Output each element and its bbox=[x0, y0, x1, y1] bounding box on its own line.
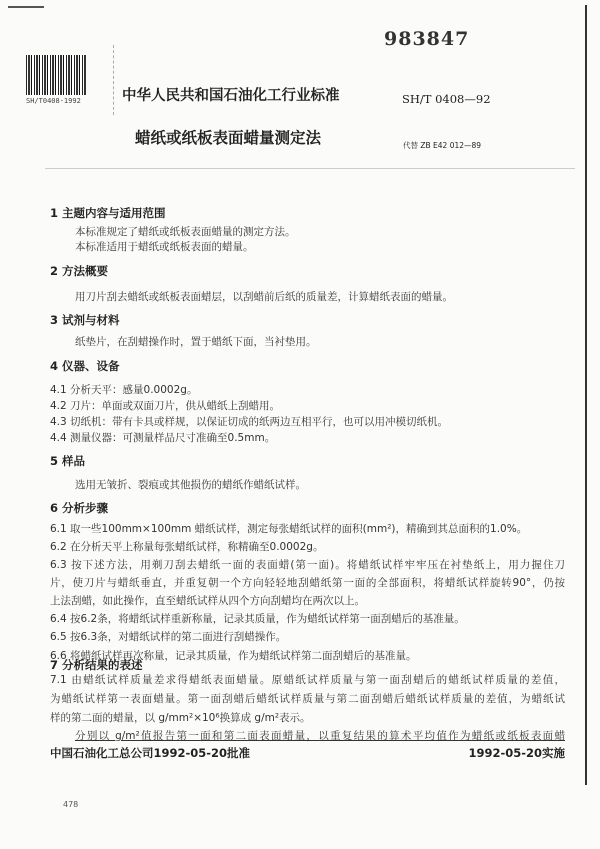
barcode-text: SH/T0408-1992 bbox=[26, 97, 81, 105]
section-heading: 4 仪器、设备 bbox=[50, 359, 120, 373]
clause-continued: 为蜡纸试样第一表面蜡量。第一面刮蜡后蜡纸试样质量与第二面刮蜡后蜡纸试样质量的差值，为蜡纸试 bbox=[50, 693, 565, 705]
document-number: 983847 bbox=[384, 28, 470, 50]
section-heading: 2 方法概要 bbox=[50, 264, 109, 278]
paragraph: 分别以 g/m²值报告第一面和第二面表面蜡量，以重复结果的算术平均值作为蜡纸或纸板表面蜡 bbox=[75, 730, 565, 742]
clause: 6.5 按6.3条，对蜡纸试样的第二面进行刮蜡操作。 bbox=[50, 631, 287, 643]
clause-continued: 片，使刀片与蜡纸垂直，并重复朝一个方向轻轻地刮蜡纸第一面的全部面积，将蜡纸试样旋转90°，仍按 bbox=[50, 577, 565, 589]
clause-continued: 样的第二面的蜡量，以 g/mm²×10⁶换算成 g/m²表示。 bbox=[50, 712, 311, 724]
clause: 7.1 由蜡纸试样质量差求得蜡纸表面蜡量。原蜡纸试样质量与第一面刮蜡后的蜡纸试样质量的差值， bbox=[50, 674, 565, 686]
approval-note: 中国石油化工总公司1992-05-20批准 bbox=[50, 746, 251, 760]
clause: 4.1 分析天平：感量0.0002g。 bbox=[50, 384, 198, 396]
clause: 6.1 取一些100mm×100mm 蜡纸试样，测定每张蜡纸试样的面积(mm²)，精确到其总面积的1.0%。 bbox=[50, 523, 528, 535]
section-heading: 5 样品 bbox=[50, 454, 86, 468]
header-rule bbox=[45, 168, 575, 169]
divider bbox=[113, 45, 114, 115]
section-heading: 3 试剂与材料 bbox=[50, 313, 120, 327]
clause: 6.2 在分析天平上称量每张蜡纸试样，称精确至0.0002g。 bbox=[50, 541, 324, 553]
clause: 6.3 按下述方法，用剃刀刮去蜡纸一面的表面蜡(第一面)。将蜡纸试样牢牢压在衬垫纸上，用力握住刀 bbox=[50, 559, 565, 571]
page-edge bbox=[585, 5, 587, 785]
paragraph: 选用无皱折、裂痕或其他损伤的蜡纸作蜡纸试样。 bbox=[75, 479, 306, 491]
scan-mark bbox=[8, 6, 44, 8]
paragraph: 本标准规定了蜡纸或纸板表面蜡量的测定方法。 bbox=[75, 226, 296, 238]
section-heading: 1 主题内容与适用范围 bbox=[50, 206, 166, 220]
clause-continued: 上法刮蜡，如此操作，直至蜡纸试样从四个方向刮蜡均在两次以上。 bbox=[50, 595, 365, 607]
page-number: 478 bbox=[63, 800, 79, 809]
paragraph: 本标准适用于蜡纸或纸板表面的蜡量。 bbox=[75, 241, 254, 253]
clause: 6.4 按6.2条，将蜡纸试样重新称量，记录其质量，作为蜡纸试样第一面刮蜡后的基准量。 bbox=[50, 613, 465, 625]
paragraph: 纸垫片，在刮蜡操作时，置于蜡纸下面，当衬垫用。 bbox=[75, 336, 317, 348]
paragraph: 用刀片刮去蜡纸或纸板表面蜡层，以刮蜡前后纸的质量差，计算蜡纸表面的蜡量。 bbox=[75, 291, 453, 303]
clause: 4.2 刀片：单面或双面刀片，供从蜡纸上刮蜡用。 bbox=[50, 400, 281, 412]
section-heading: 7 分析结果的表述 bbox=[50, 658, 143, 672]
replaces-note: 代替 ZB E42 012—89 bbox=[403, 141, 482, 150]
barcode bbox=[26, 55, 86, 95]
effective-date: 1992-05-20实施 bbox=[468, 746, 565, 760]
document-title: 蜡纸或纸板表面蜡量测定法 bbox=[135, 129, 322, 147]
standard-code: SH/T 0408—92 bbox=[402, 92, 491, 106]
clause: 4.3 切纸机：带有卡具或样规，以保证切成的纸两边互相平行，也可以用冲模切纸机。 bbox=[50, 416, 449, 428]
clause: 4.4 测量仪器：可测量样品尺寸准确至0.5mm。 bbox=[50, 432, 276, 444]
clause: 6.6 将蜡纸试样再次称量，记录其质量，作为蜡纸试样第二面刮蜡后的基准量。 bbox=[50, 650, 417, 662]
org-title: 中华人民共和国石油化工行业标准 bbox=[122, 88, 340, 104]
section-heading: 6 分析步骤 bbox=[50, 501, 109, 515]
